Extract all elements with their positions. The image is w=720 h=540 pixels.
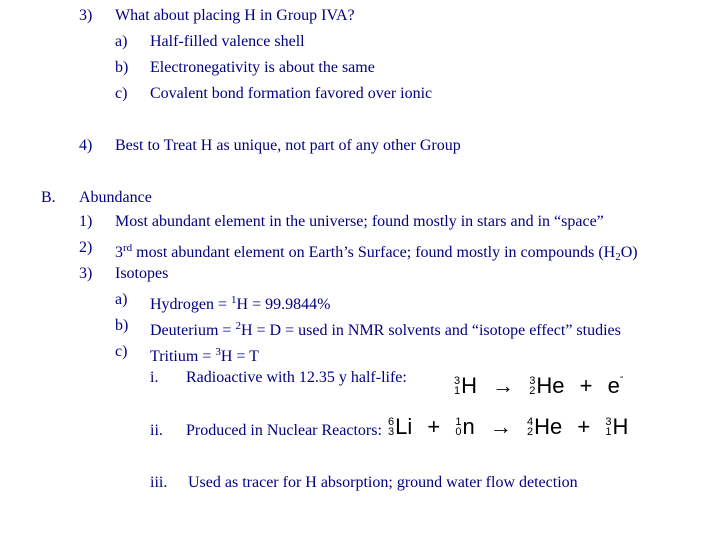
isotope-c-text: [150, 342, 259, 367]
b2-pre: 3: [115, 244, 123, 261]
he-symbol: He: [536, 373, 565, 399]
isotope-a-text: [150, 290, 330, 315]
isotope-c-post: H = T: [220, 348, 259, 365]
li-symbol: Li: [395, 414, 413, 440]
b2-superscript: rd: [123, 242, 133, 254]
tritium-ii-marker: ii.: [150, 422, 163, 439]
he3-scripts: 3 2: [529, 375, 536, 398]
b1-marker: 1): [79, 213, 93, 230]
he4-scripts: 4 2: [526, 416, 534, 439]
h-symbol: H: [461, 373, 478, 399]
b1-text: Most abundant element in the universe; found mostly in stars and in “space”: [115, 213, 604, 230]
b3-marker: 3): [79, 265, 93, 282]
isotope-b-mass: 2: [235, 320, 241, 332]
production-equation: [388, 413, 628, 440]
isotope-c-marker: c): [115, 343, 128, 360]
item-3-marker: 3): [79, 7, 93, 24]
b3-text: Isotopes: [115, 265, 169, 282]
tritium-iii-marker: iii.: [150, 474, 168, 491]
section-b-title: Abundance: [79, 189, 152, 206]
section-b-marker: B.: [41, 189, 56, 206]
b2-marker: 2): [79, 239, 93, 256]
item-3a-text: Half-filled valence shell: [150, 33, 305, 50]
item-4-text: Best to Treat H as unique, not part of any other Group: [115, 137, 461, 154]
h3-product-scripts: 3 1: [605, 416, 612, 439]
plus-sign: +: [579, 373, 593, 399]
item-3a-marker: a): [115, 33, 128, 50]
reaction-arrow: →: [492, 373, 515, 399]
isotope-b-text: [150, 316, 621, 341]
electron-symbol: e: [607, 373, 620, 399]
isotope-a-post: H = 99.9844%: [236, 296, 331, 313]
b2-text: [115, 238, 638, 267]
tritium-i-text: Radioactive with 12.35 y half-life:: [186, 369, 407, 386]
isotope-a-pre: Hydrogen =: [150, 296, 232, 313]
li6-scripts: 6 3: [388, 416, 395, 439]
b2-post: O): [620, 244, 638, 261]
isotope-b-marker: b): [115, 317, 129, 334]
item-3b-text: Electronegativity is about the same: [150, 59, 375, 76]
tritium-ii-text: Produced in Nuclear Reactors:: [186, 422, 382, 439]
plus-sign-2: +: [577, 414, 591, 440]
isotope-b-pre: Deuterium =: [150, 322, 236, 339]
h3-scripts: 3 1: [454, 375, 461, 398]
he4-symbol: He: [534, 414, 563, 440]
item-3-text: What about placing H in Group IVA?: [115, 7, 355, 24]
isotope-b-post: H = D = used in NMR solvents and “isotope effect” studies: [240, 322, 621, 339]
plus-sign-1: +: [427, 414, 441, 440]
n1-scripts: 1 0: [455, 416, 462, 439]
item-3c-marker: c): [115, 85, 128, 102]
reaction-arrow-2: →: [489, 414, 512, 440]
item-3b-marker: b): [115, 59, 129, 76]
isotope-a-mass: 1: [231, 294, 237, 306]
item-3c-text: Covalent bond formation favored over ionic: [150, 85, 433, 102]
n-symbol: n: [462, 414, 475, 440]
isotope-c-mass: 3: [215, 346, 221, 358]
item-4-marker: 4): [79, 137, 93, 154]
electron-charge: -: [619, 371, 624, 383]
decay-equation: [454, 364, 624, 399]
tritium-i-marker: i.: [150, 369, 159, 386]
isotope-a-marker: a): [115, 291, 128, 308]
b2-mid: most abundant element on Earth’s Surface; found mostly in compounds (H: [132, 244, 616, 261]
h3-product-symbol: H: [612, 414, 629, 440]
isotope-c-pre: Tritium =: [150, 348, 216, 365]
tritium-iii-text: Used as tracer for H absorption; ground water flow detection: [188, 474, 578, 491]
b2-subscript: 2: [615, 251, 621, 263]
